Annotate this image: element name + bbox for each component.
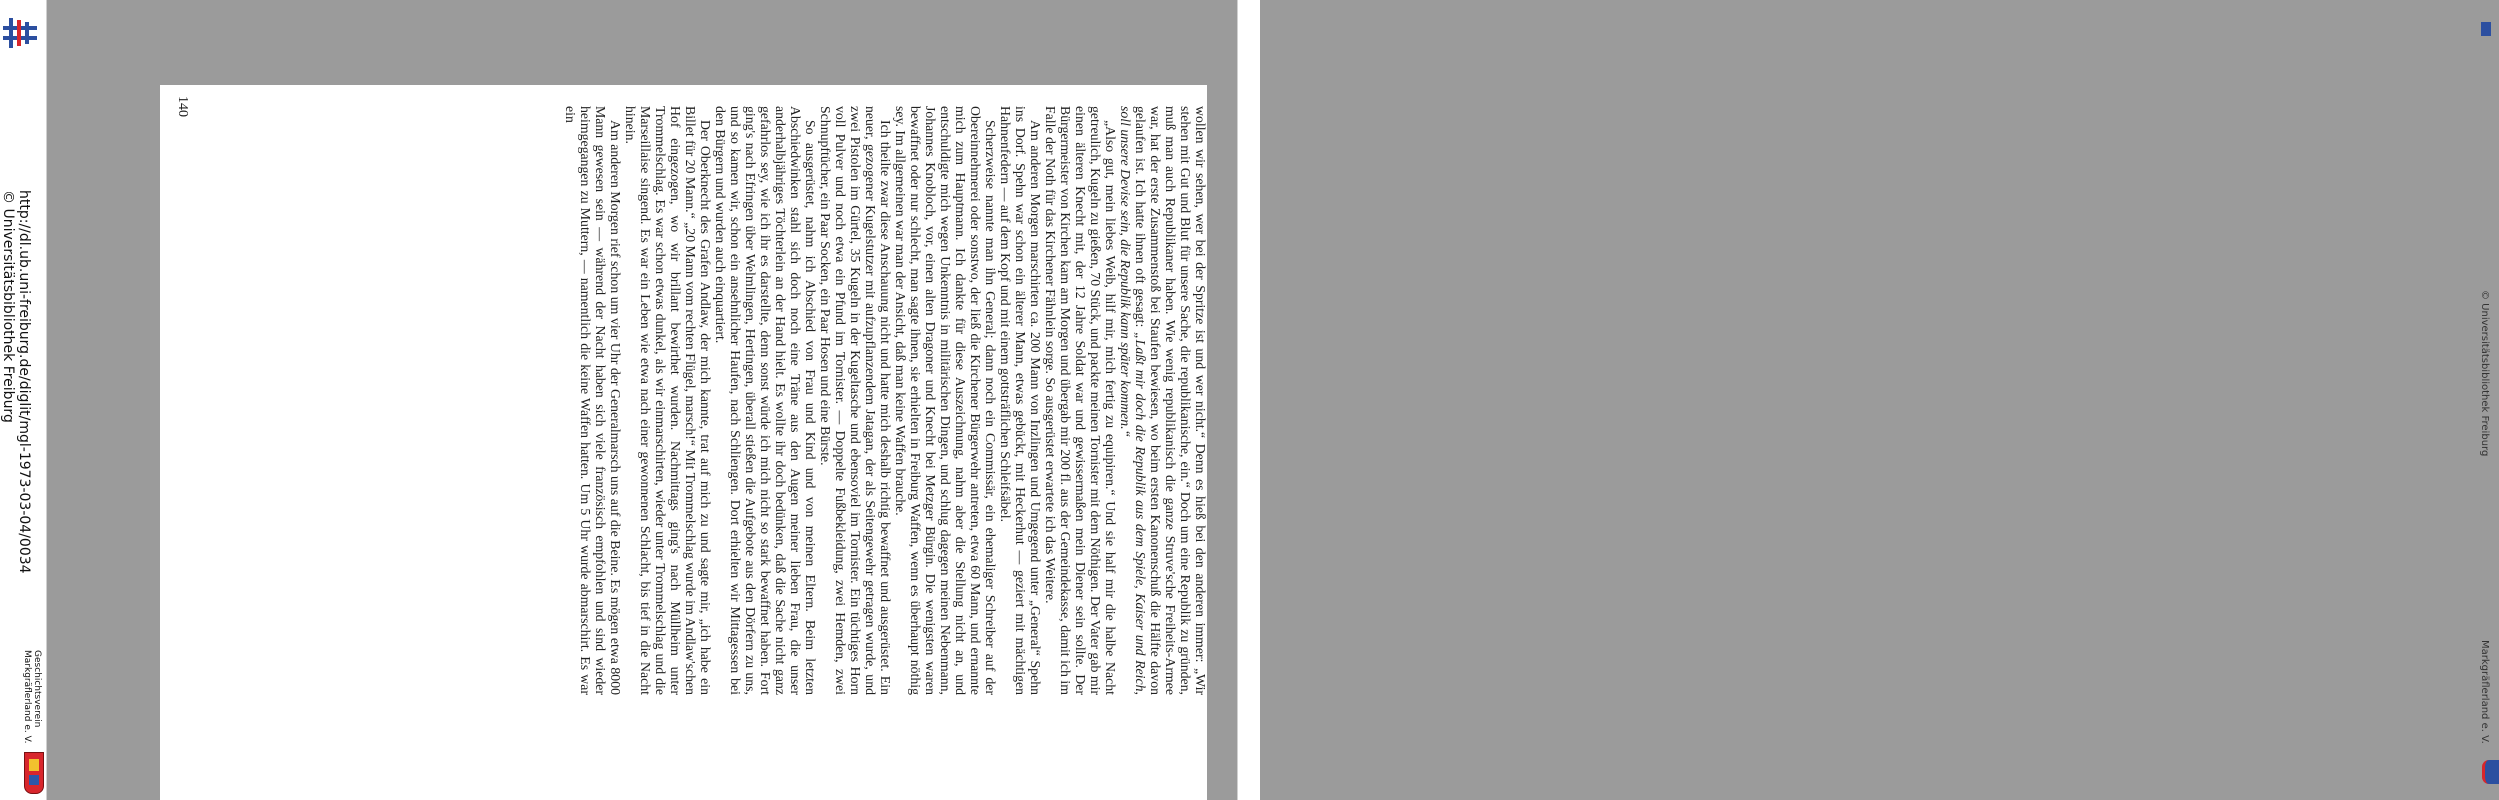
copyright-text: © Universitätsbibliothek Freiburg [0, 190, 16, 423]
society-name [22, 650, 42, 743]
paragraph-text: So ausgerüstet, nahm ich Abschied von Frau und Kind und von meinen Eltern. Beim letzten Abschiedwinken stahl sich doch noch eine Träne aus den Augen meiner lieben Frau, die unser anderhalbjähriges Töchterlein an der Hand hielt. Es wollte ihr doch bedünken, daß die Sache nicht ganz gefahrlos sey, wie ich ihr es darstellte, denn sonst würde ich mich nicht so stark bewaffnet haben. Fort ging's nach Efringen über Welmlingen, Hertingen, überall stießen die Aufgebote aus den Dörfern zu uns, und so kamen wir, schon ein ansehnlicher Haufen, nach Schliengen. Dort erhielten wir Mittagessen bei den Bürgern und wurden auch einquartiert. [713, 106, 818, 695]
right-sidebar [1237, 0, 2490, 800]
university-logo-icon [3, 18, 37, 48]
body-paragraph [1118, 106, 1208, 695]
paragraph-text: Scherzweise nannte man ihn General; dann noch ein Commissär, ein ehemaliger Schreiber auf der Obereinnehmerei oder sonstwo, der ließ die Kirchener Bürgerwehr antreten, etwa 60 Mann, und ernannte mich zum Hauptmann. Ich dankte für diese Auszeichnung, nahm aber die Stellung nicht an, und entschuldigte mich wegen Unkenntnis in militärischen Dingen, und schlug dagegen meinen Nebenmann, Johannes Knobloch, vor, einen alten Dragoner und Knecht bei Metzger Bürgin. Die wenigsten waren bewaffnet oder nur schlecht, man sagte ihnen, sie erhielten in Freiburg Waffen, wenn es überhaupt nöthig sey. Im allgemeinen war man der Ansicht, daß man keine Waffen brauche. [893, 106, 998, 695]
left-sidebar [0, 0, 47, 800]
society-line-1: Geschichtsverein [32, 650, 42, 728]
coat-of-arms-icon [2482, 760, 2499, 784]
body-paragraph [893, 106, 998, 695]
body-paragraph [818, 106, 893, 695]
society-line-2: Markgräflerland e. V. [22, 650, 32, 744]
source-info [0, 190, 32, 574]
body-paragraph [563, 106, 623, 695]
right-copyright-text: © Universitätsbibliothek Freiburg [2479, 290, 2490, 457]
university-logo-icon [2481, 22, 2491, 36]
italic-text: „Laßt mir doch die Republik aus dem Spiele, Kaiser und Reich, soll unsere Devise sein, die Republik kann später kommen.“ [1118, 106, 1148, 695]
paragraph-text: wollen wir sehen, wer bei der Spritze ist und wer nicht.“ Denn es hieß bei den anderen immer: „Wir stehen mit Gut und Blut für unsere Sache, die republikanische, ein.“ Doch um eine Republik zu gründen, muß man auch Republikaner haben. Wie wenig republikanisch die ganze Struve'sche Freiheits-Armee war, hat der erste Zusammenstoß bei Staufen bewiesen, wo beim ersten Kanonenschuß die Hälfte davon gelaufen ist. Ich hatte ihnen oft gesagt: [1133, 106, 1208, 695]
paragraph-text: „Also gut, mein liebes Weib, hilf mir, mich fertig zu equipiren.“ Und sie half mir die halbe Nacht getreulich, Kugeln zu gießen, 70 Stück, und packte meinen Tornister mit dem Nöthigen. Der Vater gab mir einen älteren Knecht mit, der 12 Jahre Soldat war und gewissermaßen mein Diener sein sollte. Der Bürgermeister von Kirchen kam am Morgen und übergab mir 200 fl. aus der Gemeindekasse, damit ich im Falle der Noth für das Kirchener Fähnlein sorge. So ausgerüstet erwartete ich das Weitere. [1043, 106, 1118, 695]
paragraph-text: Ich theilte zwar diese Anschauung nicht und hatte mich deshalb richtig bewaffnet und ausgerüstet. Ein neuer, gezogener Kugelstutzer mit aufzupflanzendem Jatagan, der als Seitengewehr getragen wurde, und zwei Pistolen im Gürtel, 35 Kugeln in der Kugeltasche und ebensoviel im Tornister. Ein tüchtiges Horn voll Pulver und noch etwa ein Pfund im Tornister. — Doppelte Fußbekleidung, zwei Hemden, zwei Schnupftücher, ein Paar Socken, ein Paar Hosen und eine Bürste. [818, 106, 893, 695]
body-paragraph [713, 106, 818, 695]
right-society-text: Markgräflerland e. V. [2479, 640, 2490, 744]
paragraph-text: Am anderen Morgen marschirten ca. 200 Mann von Inzlingen und Umgegend unter „General“ Spehn ins Dorf. Spehn war schon ein älterer Mann, etwas gebückt, mit Heckerhut — geziert mit mächtigen Hahnenfedern — auf dem Kopf und mit einem gottsträflichen Schleifsäbel. [998, 106, 1043, 695]
page-number: 140 [175, 96, 190, 117]
body-paragraph [1043, 106, 1118, 695]
source-url-link[interactable]: http://dl.ub.uni-freiburg.de/diglit/mgl-1973-03-04/0034 [16, 190, 32, 574]
body-paragraph [998, 106, 1043, 695]
body-paragraph [623, 106, 713, 695]
coat-of-arms-icon [24, 752, 44, 794]
page-body-text [563, 106, 1208, 695]
paragraph-text: Am anderen Morgen rief schon um vier Uhr der Generalmarsch uns auf die Beine. Es mögen etwa 8000 Mann gewesen sein — während der Nacht haben sich viele französisch empfohlen und sind wieder heimgegangen zu Muttern, — namentlich die keine Waffen hatten. Um 5 Uhr wurde abmarschirt. Es war ein [563, 106, 623, 695]
paragraph-text: Der Oberknecht des Grafen Andlaw, der mich kannte, trat auf mich zu und sagte mir, „ich habe ein Billet für 20 Mann.“ „20 Mann vom rechten Flügel, marsch!“ Mit Trommelschlag wurde im Andlaw'schen Hof eingezogen, wo wir brillant bewirthet wurden. Nachmittags ging's nach Müllheim unter Trommelschlag. Es war schon etwas dunkel, als wir einmarschirten, wieder unter Trommelschlag und die Marseillaise singend. Es war ein Leben wie etwa nach einer gewonnenen Schlacht, bis tief in die Nacht hinein. [623, 106, 713, 695]
